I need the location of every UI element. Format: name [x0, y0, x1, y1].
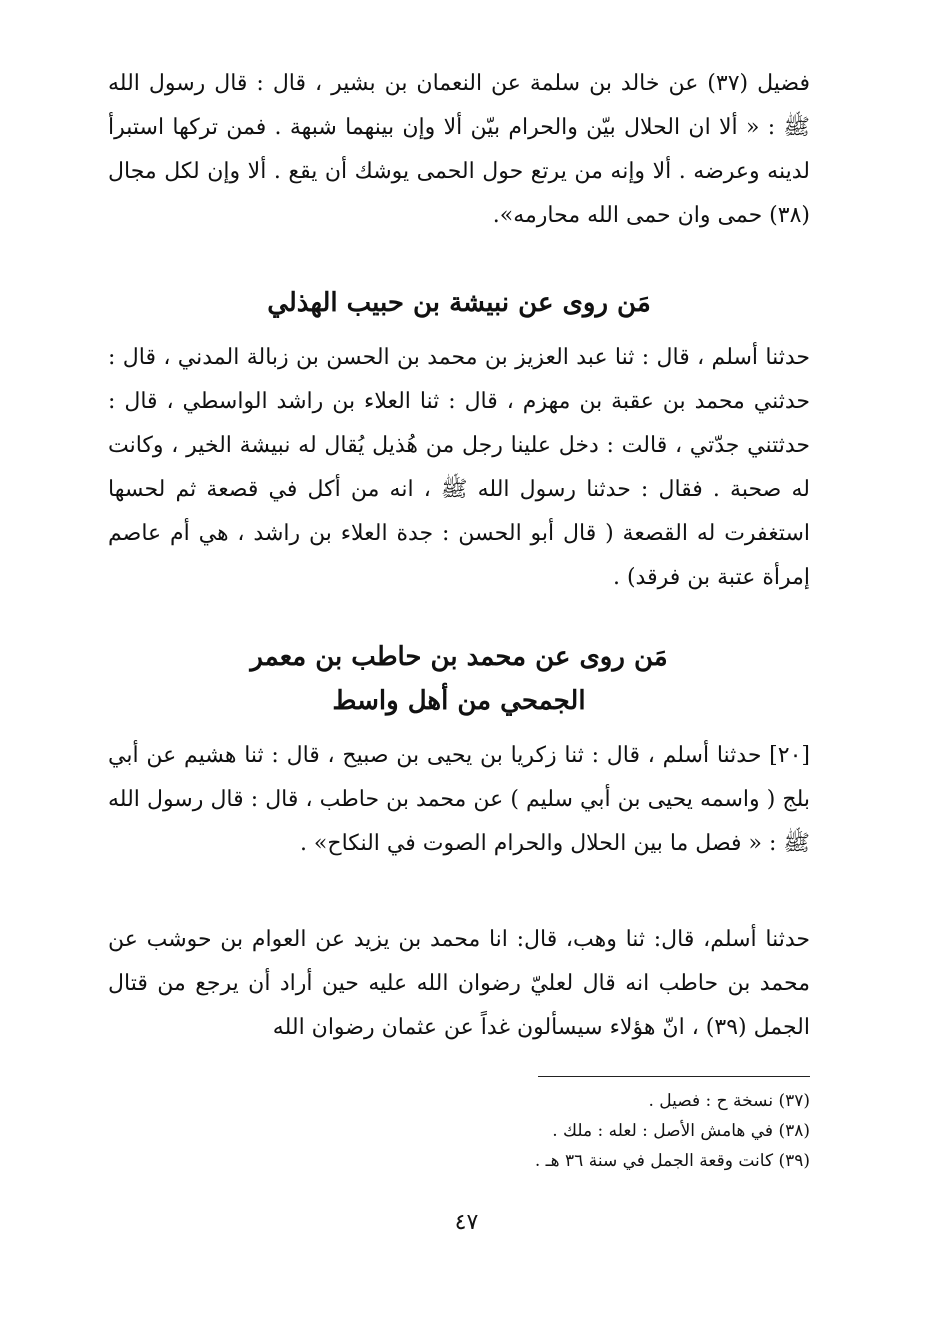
paragraph-ali-narration: حدثنا أسلم، قال: ثنا وهب، قال: انا محمد بن يزيد عن العوام بن حوشب عن محمد بن حاطب انه قال لعليّ رضوان الله عليه حين أراد أن يرجع من قتال الجمل (٣٩) ، انّ هؤلاء سيسألون غداً عن عثمان رضوان الله: [108, 927, 810, 1040]
section-heading-nubaysha: مَن روى عن نبيشة بن حبيب الهذلي: [267, 288, 651, 318]
section-heading-muhammad-hatib-line1: مَن روى عن محمد بن حاطب بن معمر: [250, 642, 668, 672]
page-number: ٤٧: [454, 1210, 479, 1235]
footnotes-list: [108, 1086, 810, 1176]
footnote-39: (٣٩) كانت وقعة الجمل في سنة ٣٦ هـ .: [534, 1151, 810, 1171]
paragraph-nubaysha-narration: حدثنا أسلم ، قال : ثنا عبد العزيز بن محمد بن الحسن بن زبالة المدني ، قال : حدثني محمد بن عقبة بن مهزم ، قال : ثنا العلاء بن راشد الواسطي ، قال : حدثتني جدّتي ، قالت : دخل علينا رجل من هُذيل يُقال له نبيشة الخير ، وكانت له صحبة . فقال : حدثنا رسول الله ﷺ ، انه من أكل في قصعة ثم لحسها استغفرت له القصعة ( قال أبو الحسن : جدة العلاء بن راشد ، هي أم عاصم إمرأة عتبة بن فرقد) .: [108, 345, 810, 590]
footnote-38: (٣٨) في هامش الأصل : لعله : ملك .: [552, 1121, 810, 1141]
paragraph-hadith-halal-haram: فضيل (٣٧) عن خالد بن سلمة عن النعمان بن بشير ، قال : قال رسول الله ﷺ : « ألا ان الحلال بيّن والحرام بيّن ألا وإن بينهما شبهة . فمن تركها استبرأ لدينه وعرضه . ألا وإنه من يرتع حول الحمى يوشك أن يقع . ألا وإن لكل مجال (٣٨) حمى وان حمى الله محارمه».: [108, 71, 810, 228]
section-heading-muhammad-hatib-line2: الجمحي من أهل واسط: [332, 686, 586, 716]
footnote-37: (٣٧) نسخة ح : فصيل .: [648, 1091, 810, 1111]
paragraph-hadith-20: [٢٠] حدثنا أسلم ، قال : ثنا زكريا بن يحيى بن صبيح ، قال : ثنا هشيم عن أبي بلج ( واسمه يحيى بن أبي سليم ) عن محمد بن حاطب ، قال : قال رسول الله ﷺ : « فصل ما بين الحلال والحرام الصوت في النكاح» .: [108, 743, 810, 856]
footnote-divider: [538, 1076, 810, 1077]
